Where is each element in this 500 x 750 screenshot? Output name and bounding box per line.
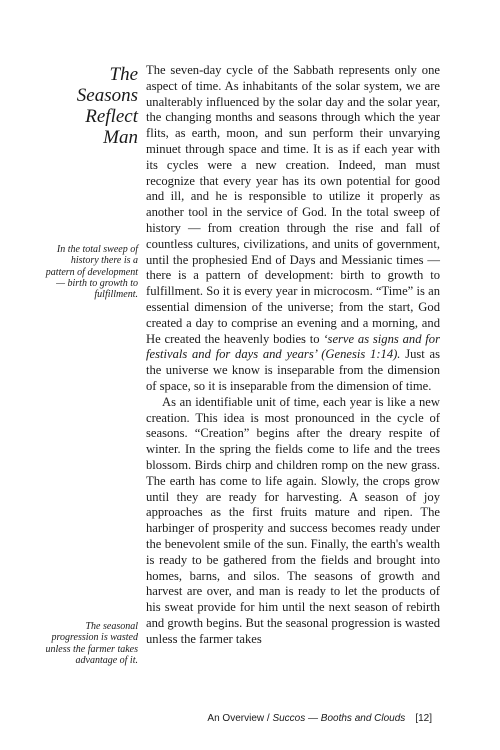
paragraph	[146, 63, 440, 395]
margin-note-seasonal: The seasonal progression is wasted unless the farmer takes advantage of it.	[45, 621, 138, 666]
margin-heading	[42, 64, 138, 148]
body-text	[146, 63, 440, 647]
scripture-quote: ‘serve as signs and for festivals and for days and years’ (Genesis 1:14).	[146, 331, 440, 362]
footer-section: An Overview /	[207, 713, 273, 724]
footer-chapter: Succos — Booths and Clouds	[272, 713, 406, 724]
paragraph-text: Just as the universe we know is inseparable from the dimension of space, so it is inseparable from the dimension of time.	[146, 347, 441, 393]
page-number: [12]	[415, 713, 432, 724]
margin-heading-line: Man	[103, 127, 138, 148]
margin-heading-line: The	[109, 64, 138, 85]
margin-heading-line: Seasons	[76, 85, 138, 106]
paragraph-text: The seven-day cycle of the Sabbath represents only one aspect of time. As inhabitants of the solar system, we are unalterably influenced by the solar day and the solar year, the changing months and seasons through which the year flits, as earth, moon, and sun perform their unvarying minuet through space and time. It is as if each year with its cycles were a new creation. Indeed, man must recognize that every year has its own potential for good and ill, and he is responsible to utilize it properly as another tool in the service of God. In the total sweep of history — from creation through the rise and fall of countless cultures, civilizations, and units of government, until the prophesied End of Days and Messianic times — there is a pattern of development: birth to growth to fulfillment. So it is every year in microcosm. “Time” is an essential dimension of the universe; from the start, God created a day to comprise an evening and a morning, and He created the heavenly bodies to	[146, 63, 440, 346]
margin-note-history: In the total sweep of history there is a pattern of development — birth to growth to fulfillment.	[45, 244, 138, 301]
margin-heading-line: Reflect	[85, 106, 138, 127]
page-footer	[207, 713, 432, 724]
paragraph: As an identifiable unit of time, each year is like a new creation. This idea is most pronounced in the cycle of seasons. “Creation” begins after the dreary respite of winter. In the spring the fields come to life and the trees blossom. Birds chirp and children romp on the new grass. The earth has come to life again. Slowly, the crops grow until they are ready for harvesting. A season of joy approaches as the first fruits mature and ripen. The harbinger of prosperity and success becomes ready under the benevolent smile of the sun. Finally, the earth's wealth is ready to be gathered from the fields and brought into homes, barns, and silos. The seasons of growth and harvest are over, and man is ready to let the products of his sweat provide for him until the next season of rebirth and growth begins. But the seasonal progression is wasted unless the farmer takes	[146, 394, 440, 646]
